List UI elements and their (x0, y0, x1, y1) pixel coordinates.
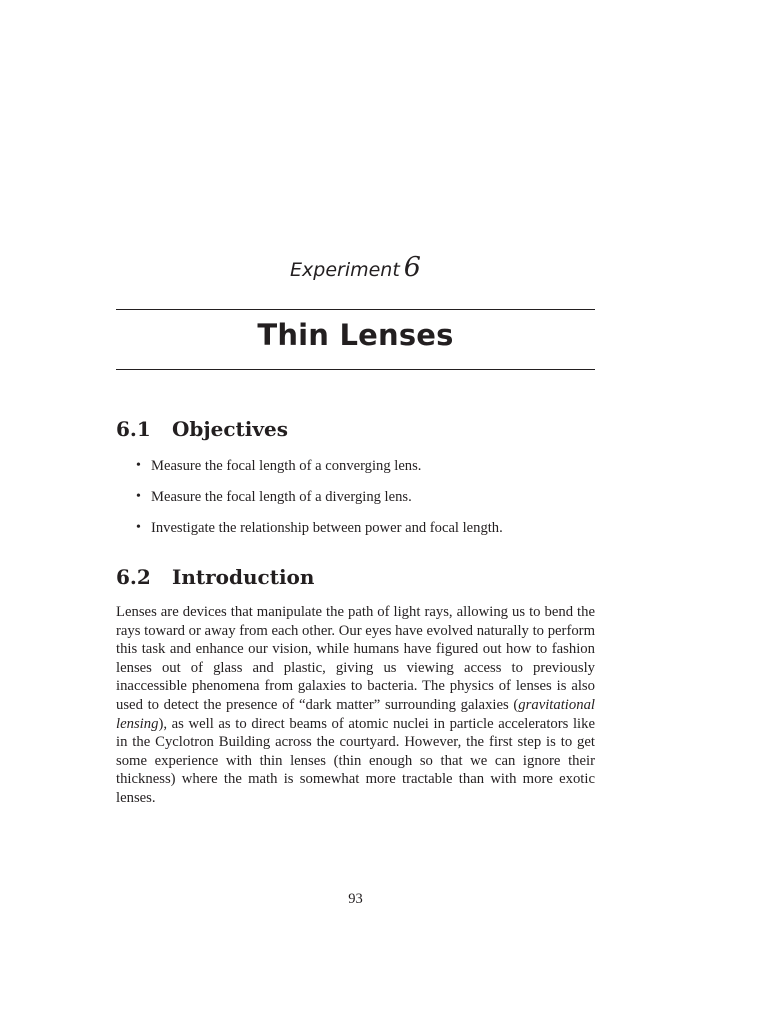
bullet-icon: • (136, 458, 141, 473)
section-heading-objectives (116, 417, 288, 441)
title-rule-bottom (116, 369, 595, 370)
section-number: 6.2 (116, 565, 151, 589)
page-number: 93 (348, 891, 363, 907)
list-item (136, 518, 503, 549)
list-item (136, 456, 503, 487)
list-item (136, 487, 503, 518)
document-page (116, 0, 595, 1024)
section-number: 6.1 (116, 417, 151, 441)
chapter-label (116, 252, 595, 283)
bullet-icon: • (136, 520, 141, 535)
section-title: Objectives (172, 417, 288, 441)
objective-text: Measure the focal length of a converging lens. (151, 458, 422, 474)
italic-term: gravitational lensing (116, 696, 595, 732)
chapter-title: Thin Lenses (257, 318, 454, 352)
paragraph-text: ), as well as to direct beams of atomic nuclei in particle accelerators like in the Cyclotron Building across the courtyard. However, the first step is to get some experience with thin lenses (thin enough so that we can ignore their thickness) where the math is somewhat more tractable than with more exotic lenses. (116, 715, 595, 806)
section-title: Introduction (172, 565, 315, 589)
objective-text: Investigate the relationship between power and focal length. (151, 520, 503, 536)
section-heading-introduction (116, 565, 314, 589)
paragraph-text: Lenses are devices that manipulate the path of light rays, allowing us to bend the rays toward or away from each other. Our eyes have evolved naturally to perform this task and enhance our vision, while humans have figured out how to fashion lenses out of glass and plastic, giving us viewing access to previously inaccessible phenomena from galaxies to bacteria. The physics of lenses is also used to detect the presence of “dark matter” surrounding galaxies ( (116, 604, 595, 713)
objective-text: Measure the focal length of a diverging lens. (151, 489, 412, 505)
chapter-number: 6 (403, 252, 421, 283)
bullet-icon: • (136, 489, 141, 504)
objectives-list (136, 456, 503, 549)
title-rule-top (116, 309, 595, 310)
chapter-label-text: Experiment (290, 259, 400, 281)
introduction-paragraph (116, 603, 595, 808)
